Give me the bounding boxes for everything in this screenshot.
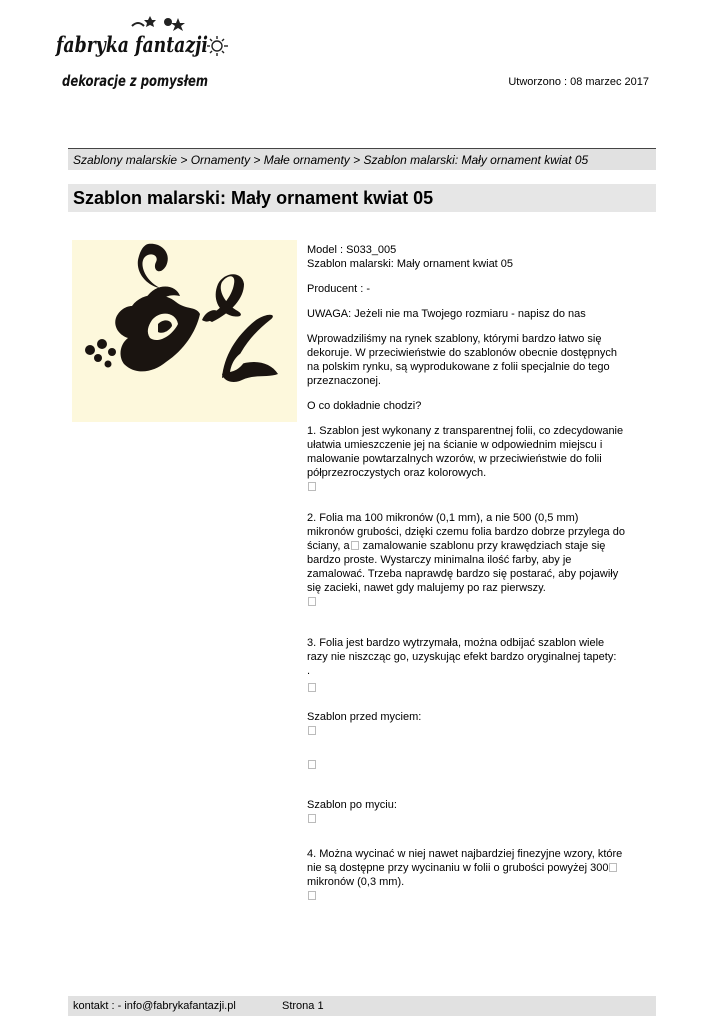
contact-email: kontakt : - info@fabrykafantazji.pl: [73, 1000, 236, 1012]
size-notice: UWAGA: Jeżeli nie ma Twojego rozmiaru - napisz do nas: [307, 308, 586, 320]
point-4: [307, 847, 627, 889]
question-heading: O co dokładnie chodzi?: [307, 400, 422, 412]
placeholder-box: [307, 812, 627, 826]
product-producer: Producent : -: [307, 283, 370, 295]
placeholder-box: [307, 724, 627, 738]
logo-line2: dekoracje z pomysłem: [62, 72, 208, 90]
after-wash-label: Szablon po myciu:: [307, 799, 397, 811]
breadcrumb: Szablony malarskie > Ornamenty > Małe ornamenty > Szablon malarski: Mały ornament kwiat 05: [68, 148, 656, 170]
placeholder-box: [307, 595, 627, 609]
logo-line1: fabryka fantazji: [54, 32, 209, 57]
intro-paragraph: Wprowadziliśmy na rynek szablony, którymi bardzo łatwo się dekoruje. W przeciwieństwie do szablonów obecnie dostępnych na polskim rynku, są wyprodukowane z folii specjalnie do tego przeznaczonej.: [307, 333, 618, 387]
placeholder-box: [307, 480, 627, 494]
created-date: Utworzono : 08 marzec 2017: [508, 76, 649, 88]
page-title: Szablon malarski: Mały ornament kwiat 05: [68, 184, 656, 212]
product-name: Szablon malarski: Mały ornament kwiat 05: [307, 258, 514, 270]
point-2: [307, 511, 627, 595]
page-footer: [68, 996, 656, 1016]
product-description: [307, 243, 627, 903]
sun-icon: [207, 36, 228, 56]
placeholder-box: [307, 681, 627, 695]
before-wash-label: Szablon przed myciem:: [307, 711, 422, 723]
point-3: 3. Folia jest bardzo wytrzymała, można odbijać szablon wiele razy nie niszcząc go, uzyskując efekt bardzo oryginalnej tapety:: [307, 637, 617, 663]
point-4-part-b: mikronów (0,3 mm).: [307, 876, 405, 888]
placeholder-box: [307, 889, 627, 903]
point-1: 1. Szablon jest wykonany z transparentnej folii, co zdecydowanie ułatwia umieszczenie jej na ścianie w odpowiednim miejscu i malowanie powtarzalnych wzorów, w przeciwieństwie do folii półprzezroczystych oraz kolorowych.: [307, 425, 624, 479]
placeholder-box: [307, 758, 627, 772]
page-number: Strona 1: [282, 1000, 324, 1012]
brand-logo: [52, 14, 232, 100]
logo-decoration-icon: [132, 16, 185, 31]
point-3-dot: .: [307, 665, 311, 677]
point-2-part-b: zamalowanie szablonu przy krawędziach staje się bardzo proste. Wystarczy minimalna ilość farby, aby je zamalować. Trzeba naprawdę bardzo się postarać, aby pojawiły się zacieki, nawet gdy malujemy po raz pierwszy.: [307, 540, 619, 594]
product-model: Model : S033_005: [307, 244, 397, 256]
product-image: [72, 240, 297, 422]
point-2-part-a: 2. Folia ma 100 mikronów (0,1 mm), a nie 500 (0,5 mm) mikronów grubości, dzięki czemu folia bardzo dobrze przylega do ściany, a: [307, 512, 625, 552]
point-4-part-a: 4. Można wycinać w niej nawet najbardziej finezyjne wzory, które nie są dostępne przy wycinaniu w folii o grubości powyżej 300: [307, 848, 623, 874]
